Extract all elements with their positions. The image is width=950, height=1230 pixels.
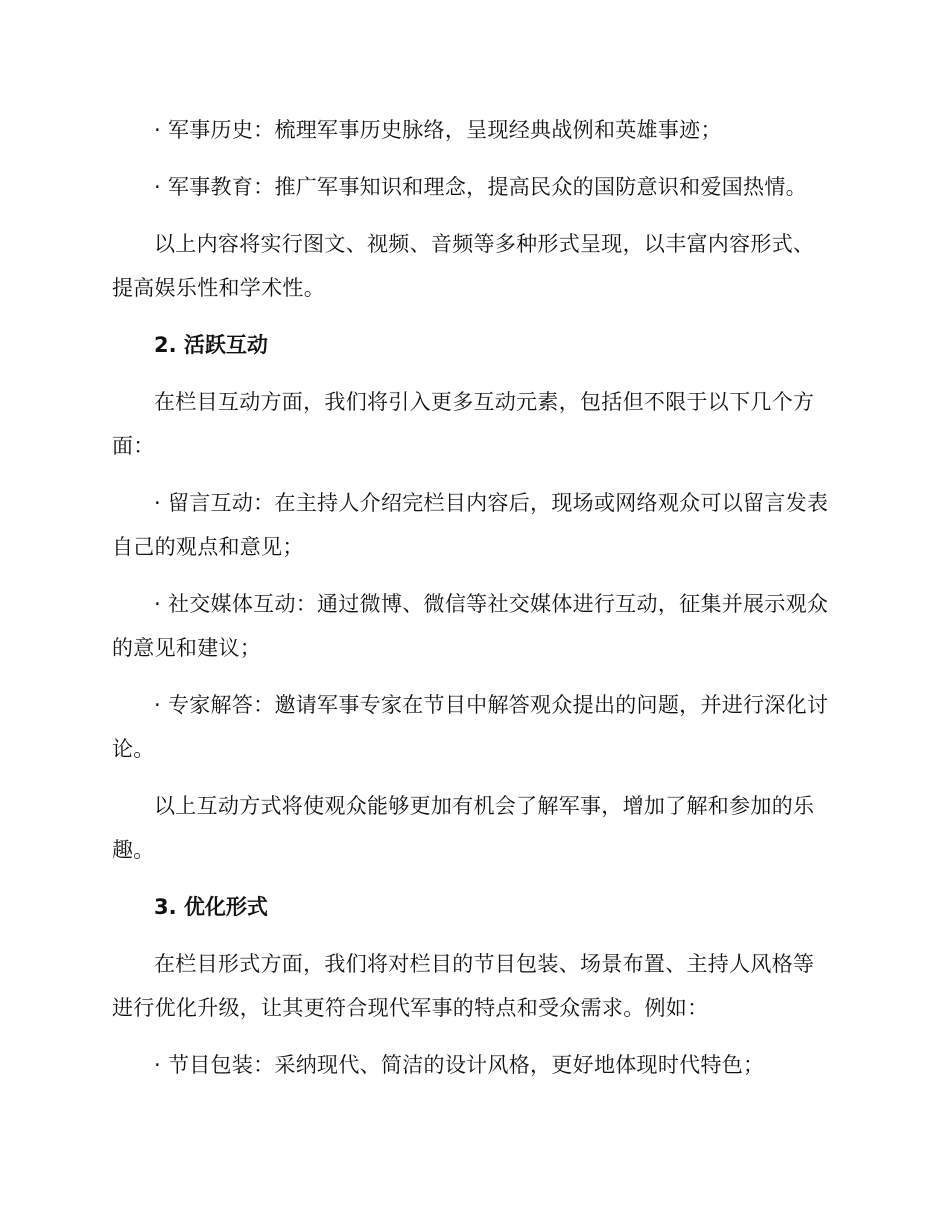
bullet-military-education: · 军事教育：推广军事知识和理念，提高民众的国防意识和爱国热情。 [154, 175, 807, 199]
bullet-military-history: · 军事历史：梳理军事历史脉络，呈现经典战例和英雄事迹； [154, 118, 722, 142]
bullet-program-packaging: · 节目包装：采纳现代、简洁的设计风格，更好地体现时代特色； [154, 1053, 765, 1077]
paragraph-format-intro: 在栏目形式方面，我们将对栏目的节目包装、场景布置、主持人风格等进行优化升级，让其更符合现代军事的特点和受众需求。例如： [112, 952, 815, 1020]
bullet-message-interaction: · 留言互动：在主持人介绍完栏目内容后，现场或网络观众可以留言发表自己的观点和意见； [112, 491, 829, 559]
section-heading-format: 3. 优化形式 [154, 895, 268, 919]
bullet-expert-answers: · 专家解答：邀请军事专家在节目中解答观众提出的问题，并进行深化讨论。 [112, 693, 829, 761]
section-heading-interaction: 2. 活跃互动 [154, 333, 268, 357]
paragraph-interaction-intro: 在栏目互动方面，我们将引入更多互动元素，包括但不限于以下几个方面： [112, 390, 815, 458]
paragraph-interaction-summary: 以上互动方式将使观众能够更加有机会了解军事，增加了解和参加的乐趣。 [112, 794, 815, 862]
paragraph-content-forms: 以上内容将实行图文、视频、音频等多种形式呈现，以丰富内容形式、提高娱乐性和学术性。 [112, 232, 815, 300]
bullet-social-media: · 社交媒体互动：通过微博、微信等社交媒体进行互动，征集并展示观众的意见和建议； [112, 592, 829, 660]
document-page [112, 108, 832, 1087]
